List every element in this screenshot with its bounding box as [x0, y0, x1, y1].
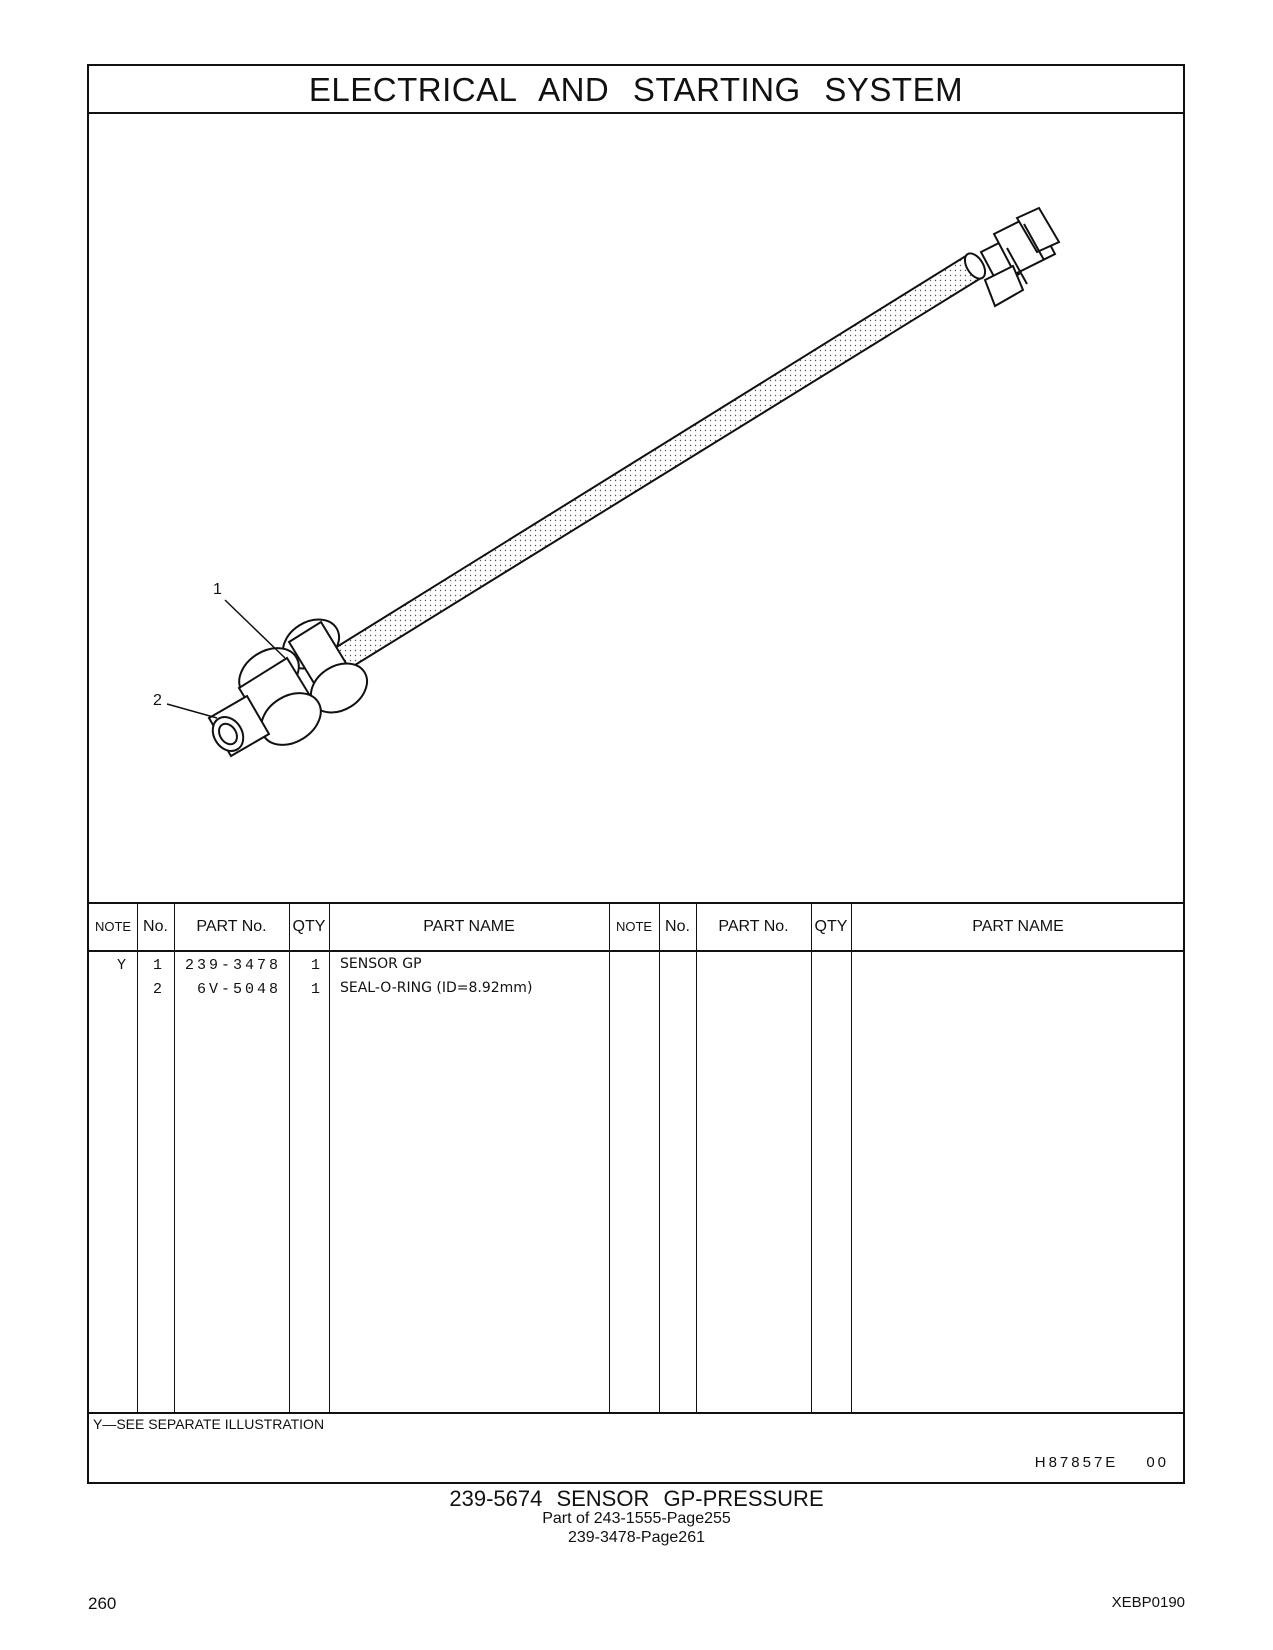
header-qty-right: QTY — [814, 918, 848, 935]
footnote: Y—SEE SEPARATE ILLUSTRATION — [93, 1416, 325, 1432]
row1-note: Y — [117, 957, 130, 974]
part-of-reference: Part of 243-1555-Page255 — [542, 1510, 731, 1527]
header-qty: QTY — [292, 918, 326, 935]
row2-qty: 1 — [311, 981, 324, 998]
header-part-name-right: PART NAME — [972, 918, 1064, 935]
header-part-no-right: PART No. — [718, 918, 789, 935]
illustration-code — [1007, 1454, 1169, 1471]
callout-1: 1 — [213, 581, 222, 598]
row1-qty: 1 — [311, 957, 324, 974]
catalog-frame — [87, 64, 1185, 1484]
header-note: NOTE — [94, 919, 132, 934]
row1-part-no: 239-3478 — [184, 957, 281, 974]
illustration-code-id: H87857E — [1034, 1454, 1119, 1471]
parts-table — [89, 902, 1183, 1414]
parts-illustration — [89, 114, 1183, 902]
page-reference: 239-3478-Page261 — [567, 1529, 705, 1546]
group-caption: 239-5674 SENSOR GP-PRESSURE — [449, 1486, 824, 1511]
header-note-right: NOTE — [615, 919, 653, 934]
header-no: No. — [143, 918, 168, 935]
callout-2: 2 — [153, 692, 162, 709]
row1-part-name: SENSOR GP — [340, 956, 422, 972]
row1-no: 1 — [153, 957, 166, 974]
header-part-no: PART No. — [196, 918, 267, 935]
row2-part-name: SEAL-O-RING (ID=8.92mm) — [340, 980, 533, 996]
document-id: XEBP0190 — [1111, 1594, 1185, 1611]
page-title: ELECTRICAL AND STARTING SYSTEM — [89, 66, 1183, 114]
row2-part-no: 6V-5048 — [196, 981, 281, 998]
pressure-sensor-drawing-icon — [89, 114, 1183, 902]
header-part-name: PART NAME — [423, 918, 515, 935]
illustration-code-rev: 00 — [1146, 1454, 1169, 1471]
header-no-right: No. — [665, 918, 690, 935]
page-number: 260 — [88, 1594, 117, 1613]
row2-no: 2 — [153, 981, 166, 998]
